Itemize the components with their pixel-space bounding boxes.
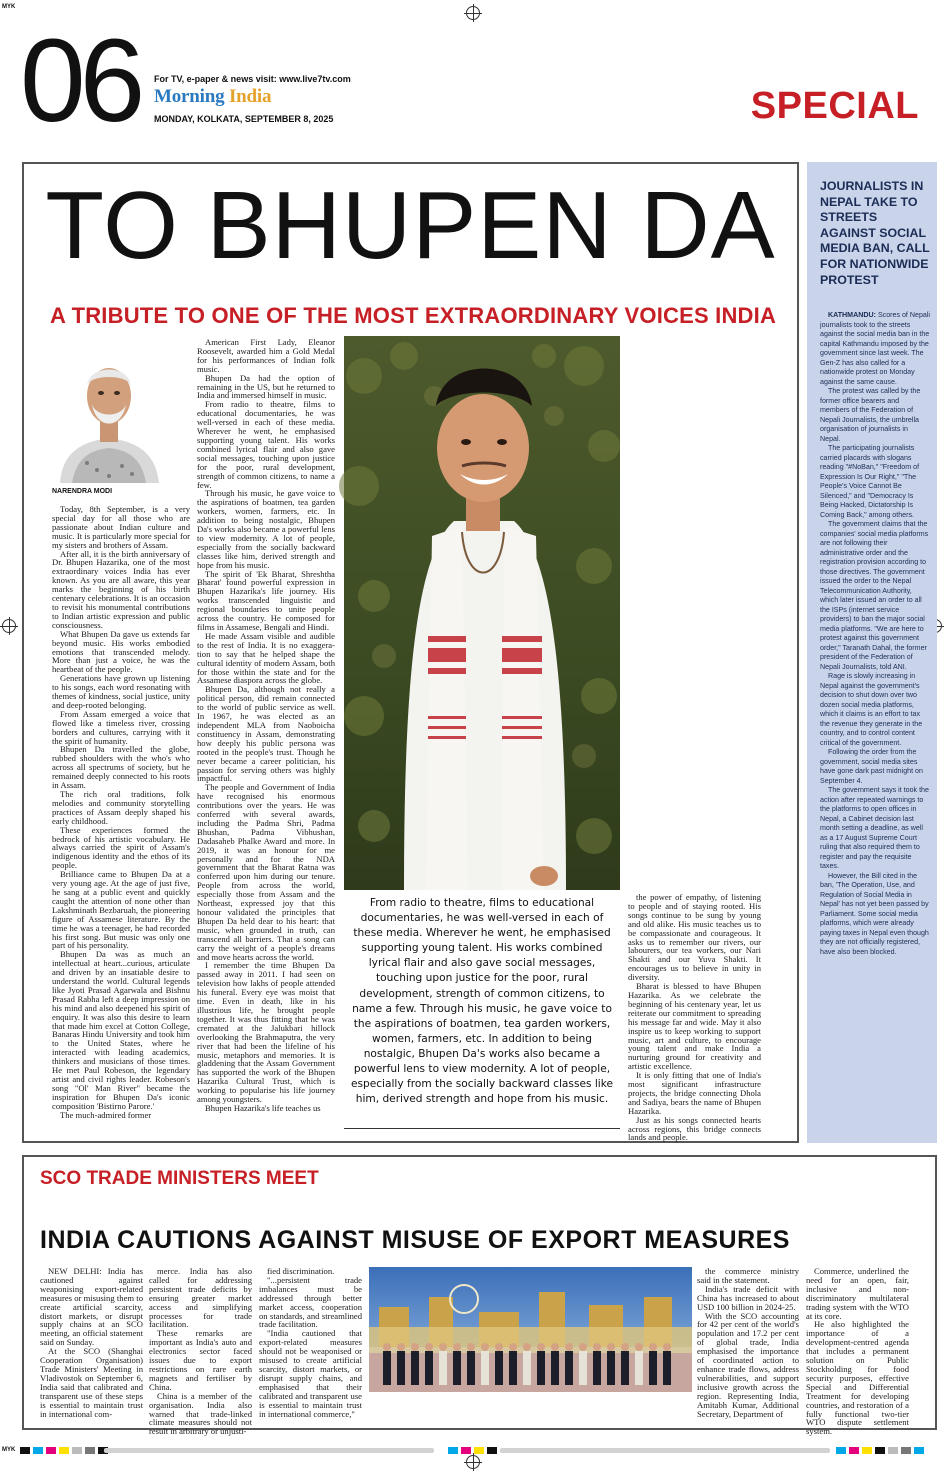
registration-mark-bottom bbox=[466, 1455, 480, 1469]
bottom-headline: INDIA CAUTIONS AGAINST MISUSE OF EXPORT MEASURES bbox=[40, 1226, 790, 1254]
bottom-column-3 bbox=[259, 1267, 362, 1425]
paragraph: From Assam emerged a voice that flowed like a timeless river, crossing borders and cultures, carrying with it the spirit of humanity. bbox=[52, 708, 190, 746]
article-column-1 bbox=[52, 505, 190, 1131]
paragraph: The participating journalists carried placards with slogans reading "#NoBan," "Freedom of Expression Is Our Right," "The People's Voice Cannot Be Silenced," and "Democracy Is Being Hacked, Dictatorship Is Coming Back," among others. bbox=[820, 444, 920, 519]
registration-mark-left bbox=[2, 619, 16, 633]
bottom-kicker: SCO TRADE MINISTERS MEET bbox=[40, 1168, 319, 1189]
paragraph: the commerce ministry said in the statement. bbox=[697, 1266, 799, 1285]
paragraph: China is a member of the organisation. India also warned that trade-linked climate measures should not result in arbitrary or unjusti- bbox=[149, 1390, 252, 1437]
paragraph: merce. India has also called for addressing persistent trade deficits by ensuring greater market access and simplifying processes for trade facilitation. bbox=[149, 1266, 252, 1330]
paragraph: However, the Bill cited in the ban, 'The Operation, Use, and Regulation of Social Media in Nepal' has not yet been passed by Parliament. Some social media platforms, which were already paying taxes in Nepal even though they are not officially registered, have also been blocked. bbox=[820, 871, 929, 956]
color-bar-left bbox=[20, 1447, 108, 1454]
paragraph: Following the order from the government, social media sites have gone dark past midnight on September 4. bbox=[820, 748, 923, 785]
paragraph: At the SCO (Shanghai Cooperation Organisation) Trade Ministers' Meeting in Vladivostok on September 6, India said that calibrated and transparent use of these steps is essential to maintain trust in international com- bbox=[40, 1346, 143, 1419]
paragraph: These remarks are important as India's auto and electronics sector faced issues due to export restrictions on rare earth magnets and fertiliser by China. bbox=[149, 1328, 252, 1392]
registration-mark-top bbox=[466, 6, 480, 20]
main-subhead: A TRIBUTE TO ONE OF THE MOST EXTRAORDINARY VOICES INDIA bbox=[50, 303, 777, 328]
pull-quote: From radio to theatre, films to educational documentaries, he was well-versed in each of these media. Wherever he went, he emphasised supporting young talent. His works combined lyrical flair and also gave social messages, touching upon justice for the poor, rural development, strength of common citizens, to name a few. Through his music, he gave voice to the aspirations of boatmen, tea garden workers, women, farmers, etc. In addition to being nostalgic, Bhupen Da's works also became a powerful lens to view modernity. A lot of people, especially from the socially backward classes like him, derived strength and hope from his music. bbox=[350, 897, 614, 1106]
brand-part-2: India bbox=[228, 86, 272, 107]
main-headline: TO BHUPEN DA bbox=[45, 172, 776, 279]
paragraph: The much-admired former bbox=[60, 1109, 152, 1120]
paragraph: Bharat is blessed to have Bhupen Hazarika. As we celebrate the beginning of his centenary year, let us reiterate our commitment to spreading his message far and wide. May it also inspire us to keep working to support music, art and culture, to encourage young talent and make India a nurturing ground for creativity and artistic excellence. bbox=[628, 981, 761, 1072]
sidebar-dateline: KATHMANDU: bbox=[828, 311, 876, 319]
paragraph: "India cautioned that export-related measures should not be weaponised or misused to create artificial scarcity, distort markets, or disrupt supply chains, and emphasised that their calibrated and transparent use is essential to maintain trust in international commerce," bbox=[259, 1328, 362, 1419]
paragraph: He also highlighted the importance of a development-centred agenda that includes a permanent solution on Public Stockholding for food security purposes, effective Special and Differential Treatment for developing countries, and restoration of a fully functional two-tier WTO dispute settlement system. bbox=[806, 1319, 909, 1437]
paragraph: Bhupen Hazarika's life teaches us bbox=[205, 1102, 321, 1113]
sco-group-photo bbox=[369, 1267, 692, 1392]
sidebar-paragraph-text: Scores of Nepali journalists took to the streets against the social media ban in the capital Kathmandu imposed by the government since last week. The Gen-Z has also called for a nationwide protest on Monday against the same cause. bbox=[820, 311, 930, 386]
color-bar-right bbox=[836, 1447, 924, 1454]
brand-part-1: Morning bbox=[154, 86, 225, 107]
bhupen-hazarika-photo bbox=[344, 336, 620, 890]
paragraph: Rage is slowly increasing in Nepal against the government's decision to shut down over two dozen social media platforms, which it claims is an effort to tax the revenue they generate in the country, and to control content critical of the government. bbox=[820, 672, 923, 747]
paragraph: The people and Government of India have recognised his enormous contributions over the years. He was conferred with several awards, including the Padma Shri, Padma Bhushan, Padma Vibhushan, Dadasaheb Phalke Award and more. In 2019, it was an honour for me personally and for the NDA government that the Bharat Ratna was conferred upon him during our tenure. People from across the world, especially those from Assam and the Northeast, expressed joy that this honour validated the principles that Bhupen Da held dear to his heart: that music, when grounded in truth, can transcend all barriers. That a song can carry the weight of a people's dreams and move hearts across the world. bbox=[197, 782, 335, 962]
paragraph: He made Assam visible and audible to the rest of India. It is no exaggera- tion to say that he helped shape the cultural identity of modern Assam, both for those within the state and for the Assamese diaspora across the globe. bbox=[197, 630, 335, 686]
paragraph: American First Lady, Eleanor Roosevelt, awarded him a Gold Medal for his performances of Indian folk music. bbox=[197, 337, 335, 374]
section-label: SPECIAL bbox=[750, 85, 919, 127]
paragraph: Brilliance came to Bhupen Da at a very young age. At the age of just five, he sang at a public event and quickly caught the attention of none other than Lakshminath Bezbaruah, the pioneering figure of Assamese literature. By the time he was a teenager, he had recorded his first song. But music was only one part of his personality. bbox=[52, 869, 190, 951]
paragraph: Bhupen Da had the option of remaining in the US, but he returned to India and immersed himself in music. bbox=[197, 372, 335, 401]
paragraph: Today, 8th September, is a very special day for all those who are passionate about Indian culture and music. It is particularly more special for my sisters and brothers of Assam. bbox=[52, 504, 190, 550]
sidebar-headline: JOURNALISTS IN NEPAL TAKE TO STREETS AGAINST SOCIAL MEDIA BAN, CALL FOR NATIONWIDE PROTEST bbox=[820, 179, 930, 287]
paragraph: After all, it is the birth anniversary of Dr. Bhupen Hazarika, one of the most extraordinary voices India has ever known. As you are all aware, this year marks the beginning of his birth centenary celebrations. It is an occasion to revisit his monumental contributions to Indian artistic expression and public consciousness. bbox=[52, 548, 190, 630]
color-bar-center bbox=[448, 1447, 497, 1454]
paragraph: The rich oral traditions, folk melodies and community storytelling practices of Assam deeply shaped his early childhood. bbox=[52, 789, 190, 826]
bottom-rule-right bbox=[500, 1448, 830, 1453]
bottom-column-2 bbox=[149, 1266, 252, 1437]
brand-name bbox=[154, 86, 271, 108]
article-column-2 bbox=[197, 338, 335, 1131]
paragraph: "...persistent trade imbalances must be addressed through better market access, cooperation on standards, and streamlined trade facilitation. bbox=[259, 1274, 362, 1330]
paragraph: Through his music, he gave voice to the aspirations of boatmen, tea garden workers, women, farmers, etc. In addition to being nostalgic, Bhupen Da's works also became a powerful lens to view modernity. A lot of people, especially from the socially backward classes like him, derived strength and hope from his music. bbox=[197, 488, 335, 570]
paragraph: The government claims that the companies' social media platforms are not following their administrative order and the registration provision according to those directives. The government issued the order to the Nepal Telecommunication Authority, which later issued an order to all the ISPs (internet service providers) to ban the major social media platforms. "We are here to protest against this government order," Taranath Dahal, the former president of the Federation of Nepali Journalists, told ANI. bbox=[820, 520, 929, 671]
paragraph: The government says it took the action after repeated warnings to the platforms to open offices in Nepal, a Cabinet decision last month setting a deadline, as well as a 17 August Supreme Court ruling that also required them to register and pay the requisite taxes. bbox=[820, 786, 929, 870]
paragraph: I remember the time Bhupen Da passed away in 2011. I had seen on television how lakhs of people attended his funeral. Every eye was moist that time. Even in death, like in his illustrious life, he brought people together. It was thus fitting that he was cremated at the Jalukbari hillock overlooking the Brahmaputra, the very river that had been the lifeline of his music, metaphors and memories. It is gladdening that the Assam Government has supported the work of the Bhupen Hazarika Cultural Trust, which is working to popularise his life journey among youngsters. bbox=[197, 960, 335, 1105]
paragraph: Just as his songs connected hearts across regions, this bridge connects lands and people. bbox=[628, 1114, 761, 1143]
paragraph bbox=[820, 311, 930, 387]
bottom-column-4 bbox=[697, 1267, 799, 1425]
paragraph: Bhupen Da travelled the globe, rubbed shoulders with the who's who across all spectrums of society, but he remained deeply connected to his roots in Assam. bbox=[52, 744, 190, 791]
bottom-column-5 bbox=[806, 1266, 909, 1437]
paragraph: It is only fitting that one of India's most significant infrastructure projects, the bridge connecting Dhola and Sadiya, bears the name of Bhupen Hazarika. bbox=[628, 1070, 761, 1116]
paragraph: Bhupen Da, although not really a political person, did remain connected to the world of public service as well. In 1967, he was elected as an independent MLA from Naoboicha constituency in Assam, demonstrating how deeply his public persona was rooted in the people's trust. Though he never became a career politician, his passion for serving others was highly impactful. bbox=[197, 684, 335, 784]
website-line: For TV, e-paper & news visit: www.live7tv.com bbox=[154, 74, 351, 84]
paragraph: These experiences formed the bedrock of his artistic vocabulary. He always carried the spirit of Assam's indigenous identity and the ethos of its people. bbox=[52, 824, 190, 871]
page-number: 06 bbox=[20, 15, 140, 147]
corner-mark-top: MYK bbox=[2, 4, 16, 10]
dateline: MONDAY, KOLKATA, SEPTEMBER 8, 2025 bbox=[154, 114, 334, 124]
paragraph: Generations have grown up listening to his songs, each word resonating with themes of kindness, social justice, unity and deep-rooted belonging. bbox=[52, 673, 190, 710]
article-column-3 bbox=[628, 892, 761, 1143]
paragraph: the power of empathy, of listening to people and of staying rooted. His songs continue to be sung by young and old alike. His music teaches us to be compassionate and courageous. It asks us to remember our rivers, our labourers, our tea workers, our Nari Shakti and our Yuva Shakti. It encourages us to believe in unity in diversity. bbox=[628, 892, 761, 983]
author-portrait bbox=[52, 338, 167, 483]
paragraph: With the SCO accounting for 42 per cent of the world's population and 17.2 per cent of global trade, India emphasised the importance of coordinated action to enhance trade flows, address vulnerabilities, and support inclusive growth across the region. Representing India, Amitabh Kumar, Additional Secretary, Department of bbox=[697, 1310, 799, 1419]
paragraph: What Bhupen Da gave us extends far beyond music. His works embodied emotions that transcended melody. More than just a voice, he was the heartbeat of the people. bbox=[52, 628, 190, 675]
paragraph: The spirit of 'Ek Bharat, Shreshtha Bharat' found powerful expression in Bhupen Hazarika's life journey. His works transcended linguistic and regional boundaries to unite people across the country. He composed for films in Assamese, Bengali and Hindi. bbox=[197, 568, 335, 632]
bottom-column-1 bbox=[40, 1267, 143, 1425]
paragraph: NEW DELHI: India has cautioned against weaponising export-related measures or misusing them to create artificial scarcity, distort markets, or disrupt supply chains at an SCO meeting, an official statement said on Sunday. bbox=[40, 1266, 143, 1348]
corner-mark-bottom: MYK bbox=[2, 1447, 16, 1453]
paragraph: The protest was called by the former office bearers and members of the Federation of Nepali Journalists, the umbrella organisation of journalists in Nepal. bbox=[820, 387, 921, 443]
bottom-rule-left bbox=[104, 1448, 434, 1453]
paragraph: Commerce, underlined the need for an open, fair, inclusive and non-discriminatory multilateral trading system with the WTO at its core. bbox=[806, 1266, 909, 1321]
sidebar-body bbox=[820, 311, 930, 1141]
paragraph: India's trade deficit with China has increased to about USD 100 billion in 2024-25. bbox=[697, 1283, 799, 1312]
paragraph: From radio to theatre, films to educational documentaries, he was well-versed in each of these media. Wherever he went, he emphasised supporting young talent. His works combined lyrical flair and also gave social messages, touching upon justice for the poor, rural development, strength of common citizens, to name a few. bbox=[197, 399, 335, 490]
pull-quote-rule bbox=[344, 1128, 620, 1129]
paragraph: Bhupen Da was as much an intellectual at heart...curious, articulate and driven by an insatiable desire to understand the world. Cultural legends like Jyoti Prasad Agarwala and Bishnu Prasad Rabha left a deep impression on his mind and also deepened his spirit of enquiry. It was also this desire to learn that made him excel at Cotton College, Banaras Hindu University and took him to the United States, where he interacted with leading academics, thinkers and musicians of those times. He met Paul Robeson, the legendary artist and civil rights leader. Robeson's song "Ol' Man River" became the inspiration for Bhupen Da's iconic composition 'Bistirno Parore.' bbox=[52, 949, 190, 1111]
portrait-caption: NARENDRA MODI bbox=[52, 488, 113, 495]
paragraph: fied discrimination. bbox=[267, 1266, 335, 1276]
